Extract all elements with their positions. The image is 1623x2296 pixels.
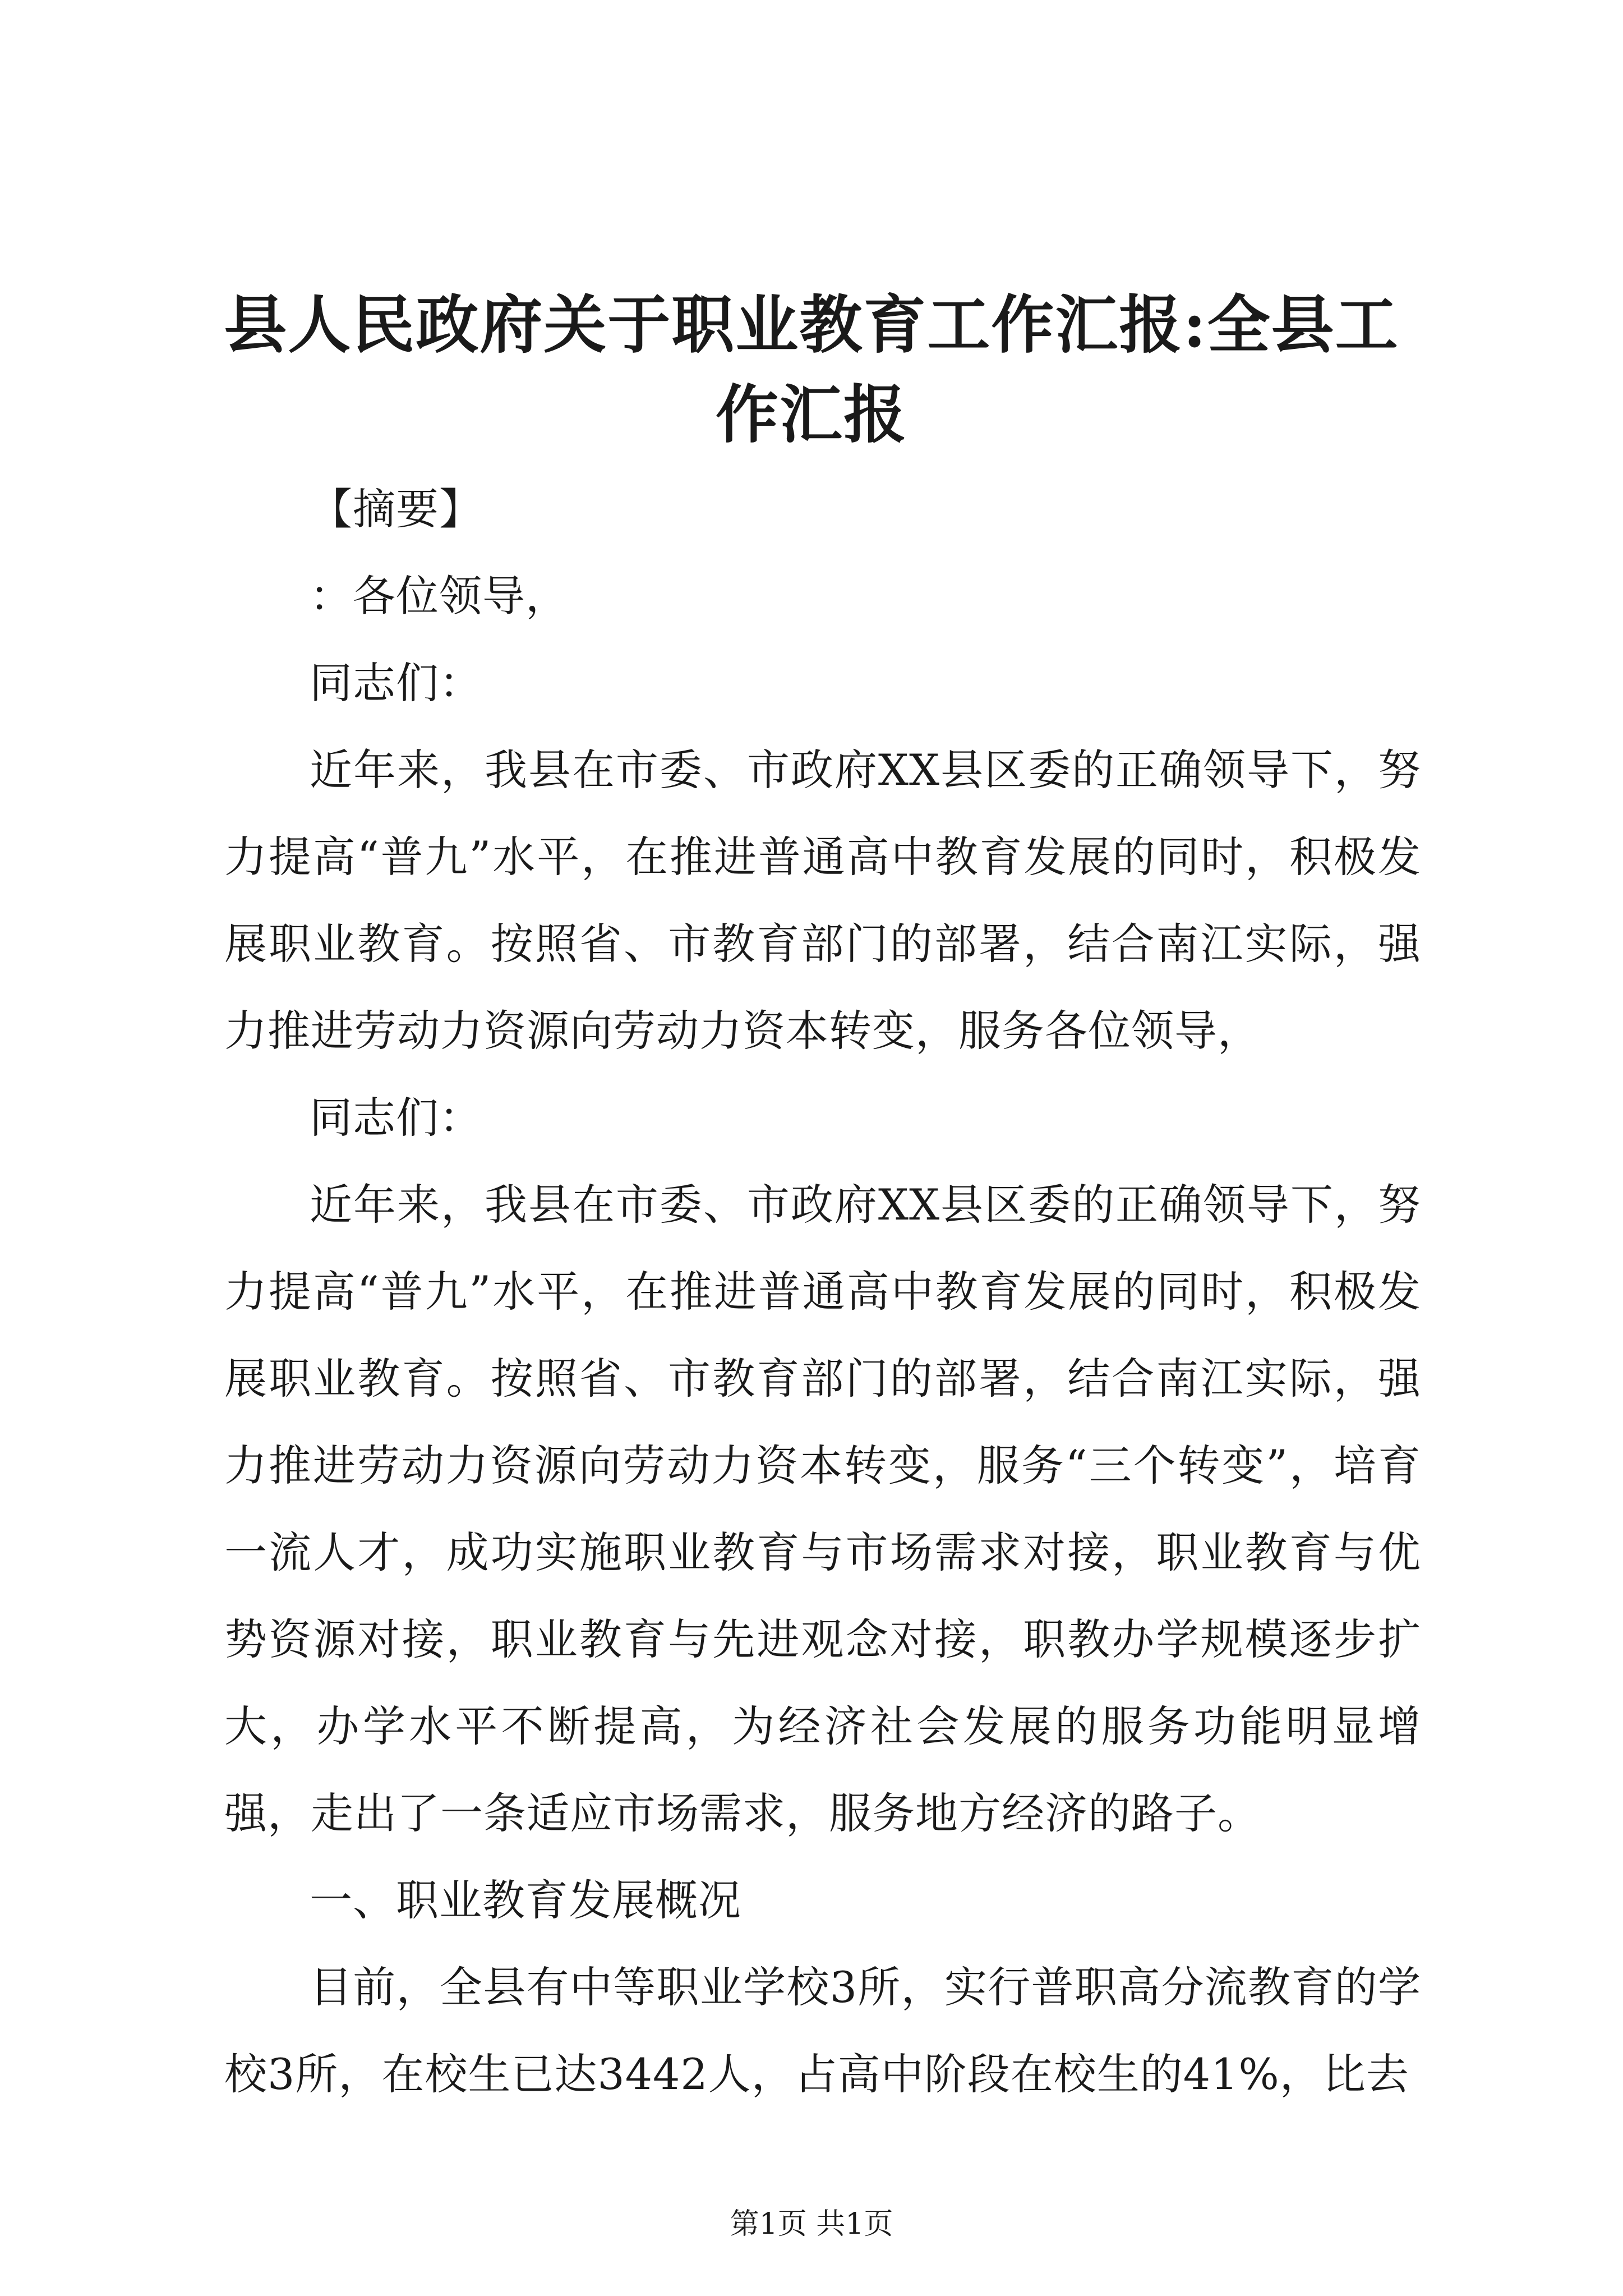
body-paragraph: 目前，全县有中等职业学校3所，实行普职高分流教育的学校3所，在校生已达3442人，占高中阶段在校生的41%，比去 <box>224 1962 1421 2099</box>
salutation-line: ：各位领导， <box>310 571 569 621</box>
section-heading: 一、职业教育发展概况 <box>310 1875 741 1925</box>
salutation-line: 同志们： <box>310 658 482 708</box>
body-paragraph: 近年来，我县在市委、市政府XX县区委的正确领导下，努力提高“普九”水平，在推进普通高中教育发展的同时，积极发展职业教育。按照省、市教育部门的部署，结合南江实际，强力推进劳动力资源向劳动力资本转变，服务“三个转变”，培育一流人才，成功实施职业教育与市场需求对接，职业教育与优势资源对接，职业教育与先进观念对接，职教办学规模逐步扩大，办学水平不断提高，为经济社会发展的服务功能明显增强，走出了一条适应市场需求，服务地方经济的路子。 <box>224 1180 1421 1838</box>
page-footer: 第1页 共1页 <box>730 2207 893 2241</box>
document-body <box>224 466 1421 2118</box>
document-title: 县人民政府关于职业教育工作汇报:全县工作汇报 <box>224 288 1399 452</box>
abstract-label: 【摘要】 <box>310 484 482 534</box>
body-paragraph: 近年来，我县在市委、市政府XX县区委的正确领导下，努力提高“普九”水平，在推进普通高中教育发展的同时，积极发展职业教育。按照省、市教育部门的部署，结合南江实际，强力推进劳动力资源向劳动力资本转变，服务各位领导， <box>224 745 1421 1056</box>
salutation-line: 同志们： <box>310 1093 482 1143</box>
